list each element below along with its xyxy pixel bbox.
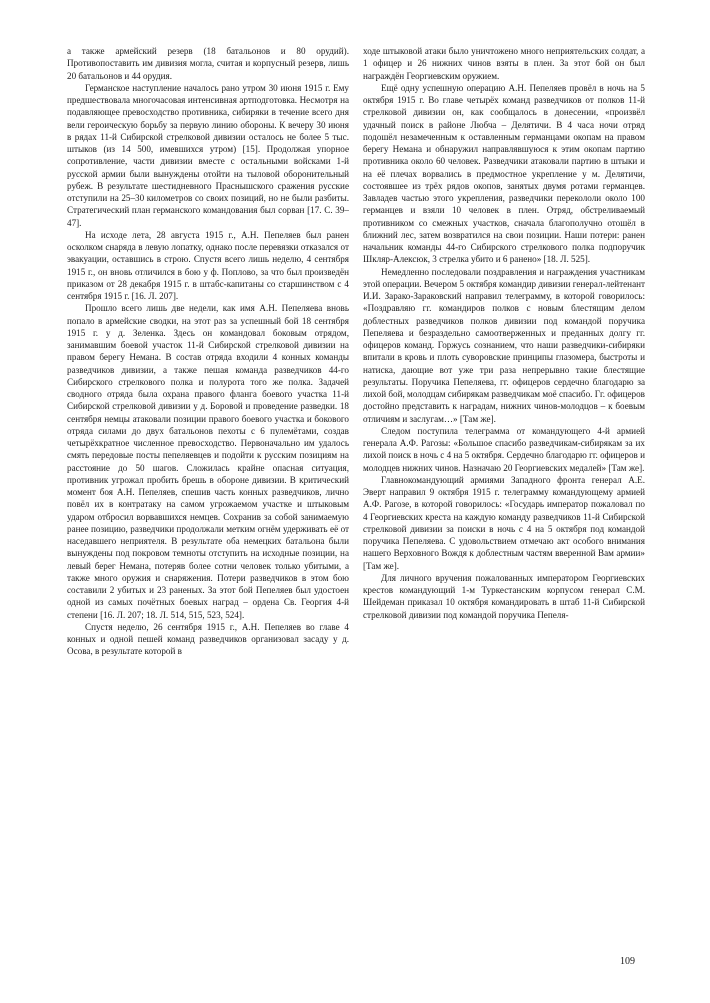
- paragraph: Спустя неделю, 26 сентября 1915 г., А.Н. Пепеляев во главе 4 конных и одной пешей команд разведчиков организовал засаду у д. Осова, в результате которой в: [67, 621, 349, 657]
- page-number: 109: [620, 956, 635, 967]
- paragraph: Следом поступила телеграмма от командующего 4-й армией генерала А.Ф. Рагозы: «Большое спасибо разведчикам-сибирякам за их лихой поиск в ночь с 4 на 5 октября. Сердечно благодарю гг. офицеров и молодцев нижних чинов. Назначаю 20 Георгиевских медалей» [Там же].: [363, 425, 646, 473]
- paragraph: Ещё одну успешную операцию А.Н. Пепеляев провёл в ночь на 5 октября 1915 г. Во главе четырёх команд разведчиков от полков 11-й стрелковой дивизии он, как сообщалось в донесении, «произвёл удачный поиск в районе Любча – Делятичи. В 4 часа ночи отряд подошёл незамеченным к оставленным германцами окопам на правом берегу Немана и обнаружил направлявшуюся к этим окопам партию противника около 60 человек. Разведчики атаковали партию в штыки и на её плечах ворвались в предмостное укрепление у м. Делятичи, состоявшее из трёх рядов окопов, занятых двумя ротами германцев. Завладев частью этого укрепления, разведчики перекололи около 100 германцев и взяли 10 человек в плен. Отряд, обстреливаемый противником со смежных участков, сначала благополучно отошёл в ближний лес, затем возвратился на свои позиции. Наши потери: ранен начальник команды 44-го Сибирского стрелкового полка подпоручик Шкляр-Алексюк, 3 стрелка убито и 6 ранено» [18. Л. 525].: [363, 82, 645, 265]
- paragraph: Германское наступление началось рано утром 30 июня 1915 г. Ему предшествовала многочасовая интенсивная артподготовка. Несмотря на подавляющее превосходство противника, сибиряки в течение всего дня вели героическую борьбу за первую линию обороны. К вечеру 30 июня в рядах 11-й Сибирской стрелковой дивизии осталось не более 5 тыс. штыков (из 14 500, имевшихся утром) [15]. Продолжая упорное сопротивление, части дивизии вместе с остальными войсками 1-й русской армии были вынуждены отойти на тыловой оборонительный рубеж. В результате шестидневного Праснышского сражения русские отступили на 25–30 километров со своих позиций, но не были разбиты. Стратегический план германского командования был сорван [17. С. 39–47].: [67, 82, 349, 228]
- paragraph: а также армейский резерв (18 батальонов и 80 орудий). Противопоставить им дивизия могла, считая и корпусный резерв, лишь 20 батальонов и 44 орудия.: [67, 46, 349, 81]
- paragraph: ходе штыковой атаки было уничтожено много неприятельских солдат, а 1 офицер и 26 нижних чинов взяты в плен. За этот бой он был награждён Георгиевским оружием.: [363, 46, 645, 81]
- paragraph: На исходе лета, 28 августа 1915 г., А.Н. Пепеляев был ранен осколком снаряда в левую лопатку, однако после перевязки отказался от эвакуации, оставшись в строю. Спустя всего лишь неделю, 4 сентября 1915 г., он вновь отличился в бою у ф. Поплово, за что был произведён приказом от 28 декабря 1915 г. в штабс-капитаны со старшинством с 4 сентября 1915 г. [16. Л. 207].: [67, 229, 349, 301]
- left-column: [67, 45, 349, 658]
- right-column: [363, 45, 645, 621]
- paragraph: Прошло всего лишь две недели, как имя А.Н. Пепеляева вновь попало в армейские сводки, на этот раз за успешный бой 18 сентября 1915 г. у д. Зеленка. Здесь он командовал боковым отрядом, занимавшим боевой участок 11-й Сибирской стрелковой дивизии на правом берегу Немана. В состав отряда входили 4 конных команды разведчиков дивизии, а также пешая команда разведчиков 44-го Сибирского стрелкового полка и полурота того же полка. Задачей сводного отряда была охрана правого фланга боевого участка 11-й Сибирской стрелковой дивизии у д. Боровой и проведение разведки. 18 сентября немцы атаковали позиции правого боевого участка и бокового отряда силами до двух батальонов пехоты с 6 пулемётами, создав четырёхкратное численное превосходство. Первоначально им удалось смять передовые посты пепеляевцев и подойти к русским позициям на расстояние до 50 шагов. Сложилась крайне опасная ситуация, противник угрожал пробить брешь в обороне дивизии. В критический момент боя А.Н. Пепеляев, спешив часть конных разведчиков, лично повёл их в контратаку на самом угрожаемом участке и штыковым ударом отбросил ворвавшихся немцев. Сохранив за собой занимаемую ранее позицию, разведчики продолжали метким огнём удерживать её от наседавшего неприятеля. В результате оба немецких батальона были вынуждены под покровом темноты отступить на исходные позиции, на левый берег Немана, потеряв более сотни человек только убитыми, а также много оружия и снаряжения. Потери разведчиков в этом бою составили 2 убитых и 23 раненых. За этот бой Пепеляев был удостоен одной из самых почётных боевых наград – ордена Св. Георгия 4-й степени [16. Л. 207; 18. Л. 514, 515, 523, 524].: [67, 303, 349, 620]
- paragraph: Для личного вручения пожалованных императором Георгиевских крестов командующий 1-м Туркестанским корпусом генерал С.М. Шейдеман приказал 10 октября командировать в штаб 11-й Сибирской стрелковой дивизии под командой поручика Пепеля-: [363, 572, 645, 620]
- paragraph: Немедленно последовали поздравления и награждения участникам этой операции. Вечером 5 октября командир дивизии генерал-лейтенант И.И. Зарако-Зараковский направил телеграмму, в которой говорилось: «Поздравляю гг. командиров полков с новым блестящим делом доблестных разведчиков полков дивизии под командой поручика Пепеляева и безраздельно самоотверженных и преданных долгу гг. офицеров команд. Горжусь сознанием, что наши разведчики-сибиряки впитали в кровь и плоть суворовские принципы глазомера, быстроты и натиска, дающие вот уже три раза непрерывно такие блестящие результаты. Поручика Пепеляева, гг. офицеров сердечно благодарю за лихой бой, молодцам сибирякам разведчикам моё спасибо. Гг. офицеров достойно представить к наградам, нижних чинов-молодцов – к боевым отличиям и заслугам…» [Там же].: [363, 266, 645, 424]
- paragraph: Главнокомандующий армиями Западного фронта генерал А.Е. Эверт направил 9 октября 1915 г. телеграмму командующему армией А.Ф. Рагозе, в которой говорилось: «Государь император пожаловал по 4 Георгиевских креста на каждую команду разведчиков 11-й Сибирской стрелковой дивизии за поиски в ночь с 4 на 5 октября под командой поручика Пепеляева. С удовольствием отмечаю акт особого внимания нашего Верховного Вождя к доблестным частям вверенной Вам армии» [Там же].: [363, 474, 645, 571]
